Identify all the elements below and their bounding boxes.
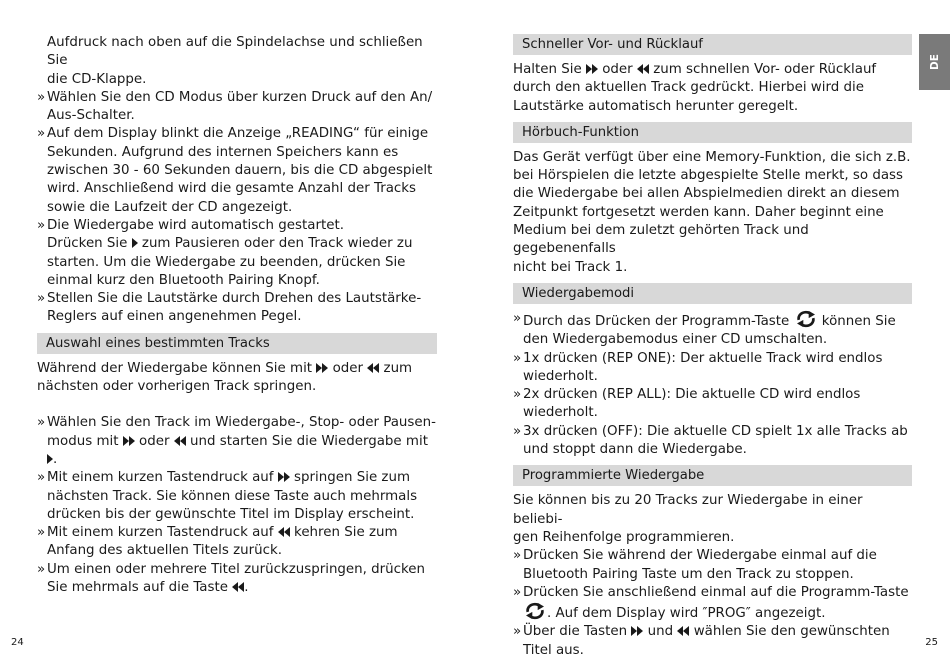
- skip-forward-icon: [278, 472, 290, 482]
- repeat-program-icon: [523, 602, 547, 620]
- list-item: » Stellen Sie die Lautstärke durch Drehen des Lautstärke- Reglers auf einen angenehmen Pegel.: [37, 291, 422, 325]
- right-page: Schneller Vor- und Rücklauf Halten Sie oder zum schnellen Vor- oder Rücklauf durch den aktuellen Track gedrückt. Hierbei wird die Lautstärke automatisch herunter geregelt. Hörbuch-Funktion Das Gerät verfügt über eine Memory-Funktion, die sich z.B. bei Hörspielen die letzte abgespielte Stelle merkt, so dass die Wiedergabe bei allen Abspielmedien direkt an diesem Zeitpunkt fortgesetzt werden kann. Daher beginnt eine Medium bei dem zuletzt gehörten Track und gegebenenfalls nicht bei Track 1. Wiedergabemodi » Durch das Drücken der Programm-Taste können Sie den Wiedergabemodus einer CD umschalten. » 1x drücken (REP ONE): Der aktuelle Track wird endlos wiederholt. » 2x drücken (REP ALL): Die aktuelle CD wird endlos wiederholt. » 3x drücken (OFF): Die aktuelle CD spielt 1x alle Tracks ab und stoppt dann die Wiedergabe. Programmierte Wiedergabe Sie können bis zu 20 Tracks zur Wiedergabe in einer beliebi- gen Reihenfolge programmieren. » Drücken Sie während der Wiedergabe einmal auf die Bluetooth Pairing Taste um den Track zu stoppen. » Drücken Sie anschließend einmal auf die Programm-Taste . Auf dem Display wird ″PROG″ angezeigt. » Über die Tasten und wählen Sie den gewünschten Titel aus.: [513, 34, 912, 660]
- list-item: » Mit einem kurzen Tastendruck auf springen Sie zum nächsten Track. Sie können diese Taste auch mehrmals drücken bis der gewünschte Titel im Display erscheint.: [37, 470, 418, 522]
- left-page: Aufdruck nach oben auf die Spindelachse und schließen Sie die CD-Klappe. » Wählen Sie den CD Modus über kurzen Druck auf den An/ Aus-Schalter. » Auf dem Display blinkt die Anzeige „READING“ für einige Sekunden. Aufgrund des internen Speichers kann es zwischen 30 - 60 Sekunden dauern, bis die CD abgespielt wird. Anschließend wird die gesamte Anzahl der Tracks sowie die Laufzeit der CD angezeigt. » Die Wiedergabe wird automatisch gestartet. Drücken Sie zum Pausieren oder den Track wieder zu starten. Um die Wiedergabe zu beenden, drücken Sie einmal kurz den Bluetooth Pairing Knopf. » Stellen Sie die Lautstärke durch Drehen des Lautstärke- Reglers auf einen angenehmen Pegel. Auswahl eines bestimmten Tracks Während der Wiedergabe können Sie mit oder zum nächsten oder vorherigen Track springen. » Wählen Sie den Track im Wiedergabe-, Stop- oder Pausen- modus mit oder und starten Sie die Wiedergabe mit . » Mit einem kurzen Tastendruck auf springen Sie zum nächsten Track. Sie können diese Taste auch mehrmals drücken bis der gewünschte Titel im Display erscheint. » Mit einem kurzen Tastendruck auf kehren Sie zum Anfang des aktuellen Titels zurück. » Um einen oder mehrere Titel zurückzuspringen, drücken Sie mehrmals auf die Taste .: [37, 34, 437, 597]
- skip-back-icon: [232, 582, 244, 592]
- language-tab: DE: [919, 34, 950, 90]
- skip-forward-icon: [123, 436, 135, 446]
- list-item: » Wählen Sie den CD Modus über kurzen Druck auf den An/ Aus-Schalter.: [37, 89, 433, 124]
- repeat-program-icon: [794, 310, 818, 328]
- list-item: » Drücken Sie anschließend einmal auf die Programm-Taste . Auf dem Display wird ″PROG″ angezeigt.: [513, 584, 909, 622]
- page-number-left: 24: [11, 636, 24, 648]
- section-heading-playback-modes: Wiedergabemodi: [513, 283, 912, 304]
- list-item: » Drücken Sie während der Wiedergabe einmal auf die Bluetooth Pairing Taste um den Track zu stoppen.: [513, 548, 877, 582]
- list-item: » 1x drücken (REP ONE): Der aktuelle Track wird endlos wiederholt.: [513, 350, 883, 384]
- intro-continuation: Aufdruck nach oben auf die Spindelachse und schließen Sie die CD-Klappe.: [47, 35, 423, 87]
- list-item: » Wählen Sie den Track im Wiedergabe-, Stop- oder Pausen- modus mit oder und starten Sie die Wiedergabe mit .: [37, 415, 436, 467]
- list-item: » Mit einem kurzen Tastendruck auf kehren Sie zum Anfang des aktuellen Titels zurück.: [37, 525, 398, 559]
- list-item: » Durch das Drücken der Programm-Taste können Sie den Wiedergabemodus einer CD umschalten.: [513, 310, 896, 348]
- skip-forward-icon: [316, 363, 328, 373]
- list-item: » 3x drücken (OFF): Die aktuelle CD spielt 1x alle Tracks ab und stoppt dann die Wiedergabe.: [513, 423, 908, 458]
- play-icon: [132, 238, 138, 248]
- list-item: » 2x drücken (REP ALL): Die aktuelle CD wird endlos wiederholt.: [513, 387, 861, 421]
- skip-back-icon: [367, 363, 379, 373]
- section-heading-fast-forward: Schneller Vor- und Rücklauf: [513, 34, 912, 55]
- list-item: » Über die Tasten und wählen Sie den gewünschten Titel aus.: [513, 624, 890, 658]
- section-heading-track-selection: Auswahl eines bestimmten Tracks: [37, 333, 437, 354]
- list-item: » Auf dem Display blinkt die Anzeige „READING“ für einige Sekunden. Aufgrund des internen Speichers kann es zwischen 30 - 60 Sekunden dauern, bis die CD abgespielt wird. Anschließend wird die gesamte Anzahl der Tracks sowie die Laufzeit der CD angezeigt.: [37, 126, 433, 215]
- skip-back-icon: [174, 436, 186, 446]
- skip-forward-icon: [631, 626, 643, 636]
- skip-forward-icon: [586, 64, 598, 74]
- list-item: » Die Wiedergabe wird automatisch gestartet. Drücken Sie zum Pausieren oder den Track wieder zu starten. Um die Wiedergabe zu beenden, drücken Sie einmal kurz den Bluetooth Pairing Knopf.: [37, 217, 413, 288]
- page-number-right: 25: [925, 636, 938, 648]
- list-item: » Um einen oder mehrere Titel zurückzuspringen, drücken Sie mehrmals auf die Taste .: [37, 561, 426, 596]
- skip-back-icon: [278, 527, 290, 537]
- skip-back-icon: [637, 64, 649, 74]
- section-heading-programmed-playback: Programmierte Wiedergabe: [513, 465, 912, 486]
- skip-back-icon: [677, 626, 689, 636]
- section-heading-audiobook: Hörbuch-Funktion: [513, 122, 912, 143]
